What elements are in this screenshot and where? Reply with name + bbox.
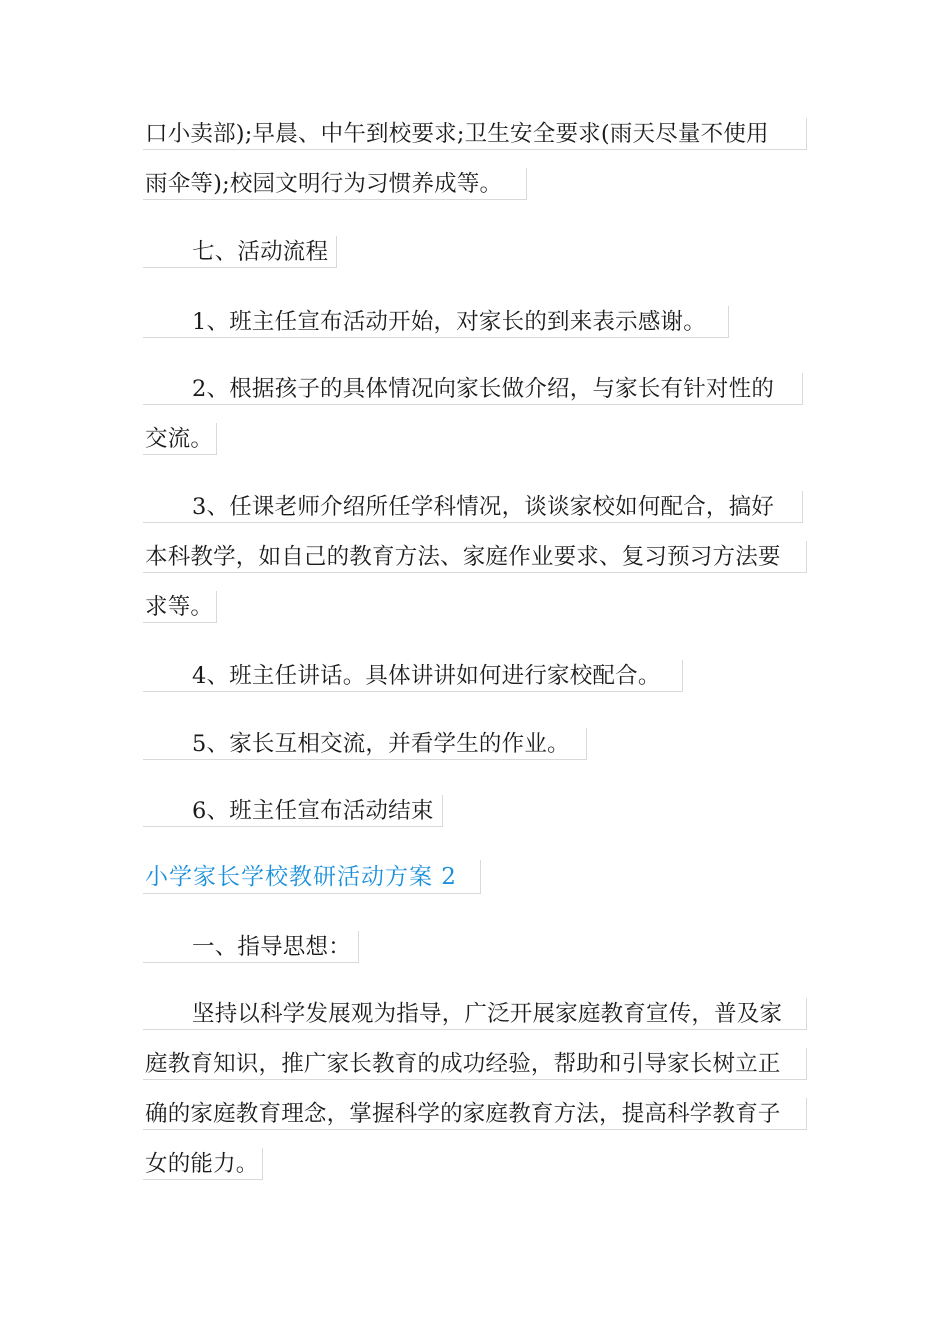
continuation-line-2: 雨伞等);校园文明行为习惯养成等。 <box>143 168 527 200</box>
continuation-line-1: 口小卖部);早晨、中午到校要求;卫生安全要求(雨天尽量不使用 <box>143 118 807 150</box>
plan-2-heading: 小学家长学校教研活动方案 2 <box>143 860 481 894</box>
step-2-line-2: 交流。 <box>143 423 217 455</box>
guiding-line-4: 女的能力。 <box>143 1148 263 1180</box>
guiding-line-1: 坚持以科学发展观为指导，广泛开展家庭教育宣传，普及家 <box>143 998 807 1030</box>
step-3-line-2: 本科教学，如自己的教育方法、家庭作业要求、复习预习方法要 <box>143 541 807 573</box>
step-2-line-1: 2、根据孩子的具体情况向家长做介绍，与家长有针对性的 <box>143 373 803 405</box>
section-title-activity-flow: 七、活动流程 <box>143 236 337 268</box>
section-title-guiding-thought: 一、指导思想： <box>143 931 359 963</box>
guiding-line-2: 庭教育知识，推广家长教育的成功经验，帮助和引导家长树立正 <box>143 1048 807 1080</box>
step-1: 1、班主任宣布活动开始，对家长的到来表示感谢。 <box>143 306 729 338</box>
step-3-line-3: 求等。 <box>143 591 217 623</box>
step-5: 5、家长互相交流，并看学生的作业。 <box>143 728 587 760</box>
step-4: 4、班主任讲话。具体讲讲如何进行家校配合。 <box>143 660 683 692</box>
step-3-line-1: 3、任课老师介绍所任学科情况，谈谈家校如何配合，搞好 <box>143 491 803 523</box>
guiding-line-3: 确的家庭教育理念，掌握科学的家庭教育方法，提高科学教育子 <box>143 1098 807 1130</box>
step-6: 6、班主任宣布活动结束 <box>143 795 443 827</box>
